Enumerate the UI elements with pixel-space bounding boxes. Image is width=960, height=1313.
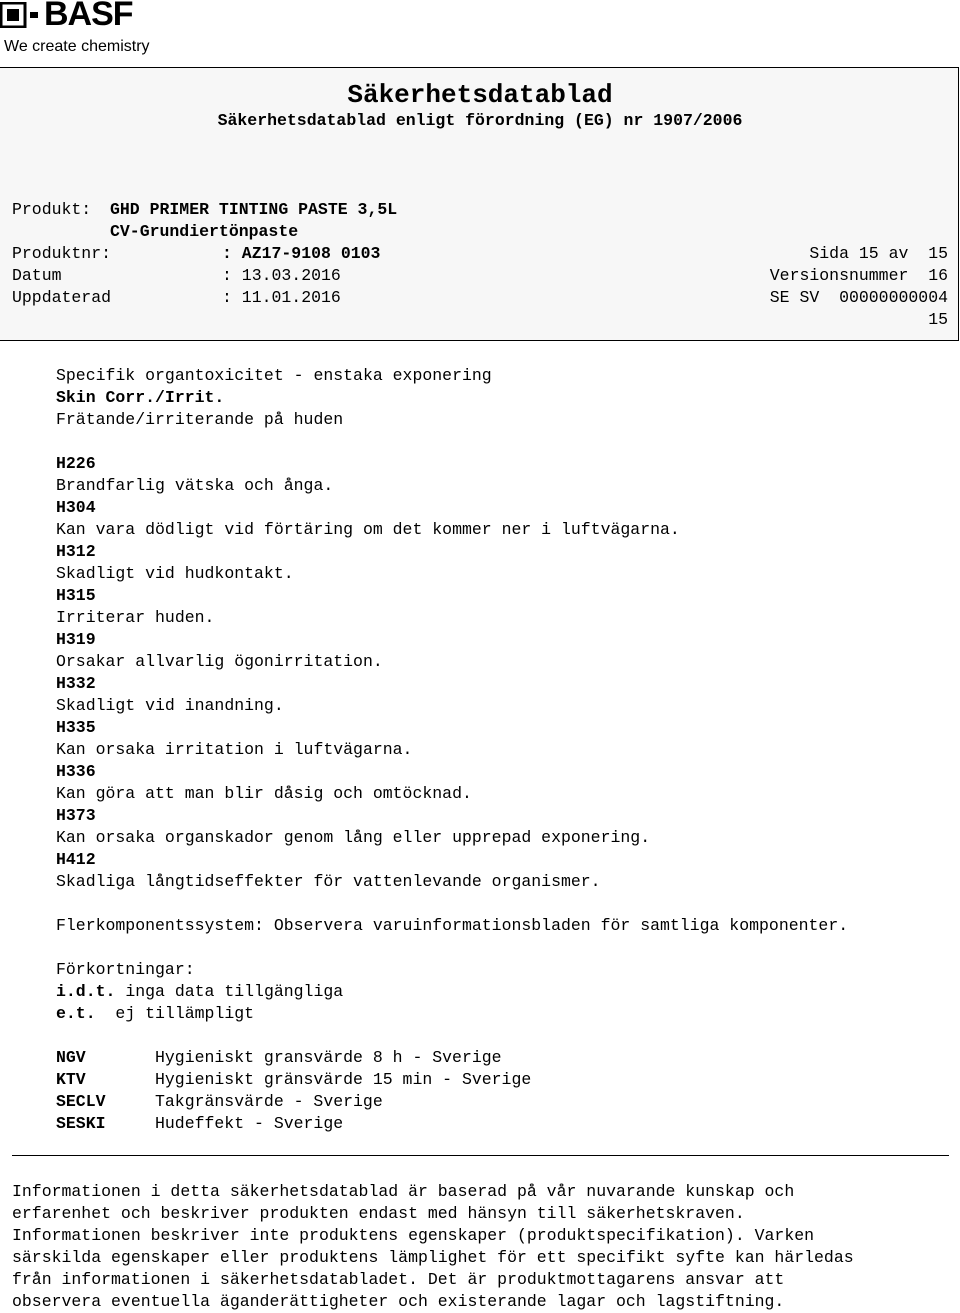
product-number-label: Produktnr: [12, 244, 112, 263]
hazard-code: H315 [56, 586, 96, 605]
basf-logo-mark-icon [0, 2, 40, 28]
abbreviation-row [56, 981, 343, 1003]
abbreviation-value: Takgränsvärde - Sverige [155, 1092, 383, 1111]
disclaimer-line: observera eventuella äganderättigheter och existerande lagar och lagstiftning. [12, 1292, 785, 1311]
abbreviation-value: ej tillämpligt [115, 1004, 255, 1023]
updated-label: Uppdaterad [12, 288, 112, 307]
disclaimer-line: Informationen beskriver inte produktens egenskaper (produktspecifikation). Varken [12, 1226, 815, 1245]
disclaimer-line: från informationen i säkerhetsdatabladet. Det är produktmottagarens ansvar att [12, 1270, 785, 1289]
hazard-code: H226 [56, 454, 96, 473]
hazard-code: H312 [56, 542, 96, 561]
hazard-text: Kan göra att man blir dåsig och omtöcknad. [56, 784, 472, 803]
hazard-text: Orsakar allvarlig ögonirritation. [56, 652, 383, 671]
abbreviation-key: i.d.t. [56, 982, 116, 1001]
disclaimer-text [12, 1181, 957, 1313]
document-title: Säkerhetsdatablad [347, 80, 613, 110]
disclaimer-line: särskilda egenskaper eller produktens lämplighet för ett specifikt syfte kan härledas [12, 1248, 854, 1267]
footer-divider [12, 1155, 949, 1156]
hazard-text: Skadligt vid hudkontakt. [56, 564, 294, 583]
skin-corr-description: Frätande/irriterande på huden [56, 410, 344, 429]
document-subtitle: Säkerhetsdatablad enligt förordning (EG) nr 1907/2006 [217, 111, 743, 130]
abbreviation-value: inga data tillgängliga [125, 982, 344, 1001]
abbreviation-key: KTV [56, 1070, 86, 1089]
hazard-code: H332 [56, 674, 96, 693]
hazard-code: H412 [56, 850, 96, 869]
brand-tagline: We create chemistry [4, 38, 150, 55]
skin-corr-code: Skin Corr./Irrit. [56, 388, 225, 407]
region-code: SE SV 00000000004 [769, 288, 948, 307]
hazard-text: Kan orsaka irritation i luftvägarna. [56, 740, 413, 759]
product-label: Produkt: [12, 200, 92, 219]
multi-component-note: Flerkomponentssystem: Observera varuinformationsbladen för samtliga komponenter. [56, 916, 849, 935]
version-number: Versionsnummer 16 [769, 266, 948, 285]
abbreviations-title: Förkortningar: [56, 960, 195, 979]
hazard-code: H336 [56, 762, 96, 781]
abbreviation-key: NGV [56, 1048, 86, 1067]
hazard-code: H319 [56, 630, 96, 649]
stot-title: Specifik organtoxicitet - enstaka exponering [56, 366, 492, 385]
product-number-value: : AZ17-9108 0103 [222, 244, 381, 263]
region-code-suffix: 15 [928, 310, 948, 329]
hazard-code: H304 [56, 498, 96, 517]
abbreviation-key: SECLV [56, 1092, 106, 1111]
abbreviation-value: Hygieniskt gränsvärde 15 min - Sverige [155, 1070, 532, 1089]
abbreviation-value: Hygieniskt gransvärde 8 h - Sverige [155, 1048, 502, 1067]
product-name: GHD PRIMER TINTING PASTE 3,5L [110, 200, 398, 219]
abbreviation-value: Hudeffekt - Sverige [155, 1114, 344, 1133]
product-name-secondary: CV-Grundiertönpaste [110, 222, 299, 241]
updated-value: : 11.01.2016 [222, 288, 341, 307]
date-label: Datum [12, 266, 62, 285]
hazard-code: H373 [56, 806, 96, 825]
hazard-text: Kan vara dödligt vid förtäring om det kommer ner i luftvägarna. [56, 520, 680, 539]
date-value: : 13.03.2016 [222, 266, 341, 285]
hazard-text: Kan orsaka organskador genom lång eller upprepad exponering. [56, 828, 651, 847]
hazard-text: Brandfarlig vätska och ånga. [56, 476, 334, 495]
hazard-text: Skadligt vid inandning. [56, 696, 284, 715]
hazard-text: Irriterar huden. [56, 608, 215, 627]
abbreviation-key: e.t. [56, 1004, 96, 1023]
hazard-code: H335 [56, 718, 96, 737]
disclaimer-line: erfarenhet och beskriver produkten endast med hänsyn till säkerhetskraven. [12, 1204, 745, 1223]
brand-name: BASF [44, 0, 133, 33]
disclaimer-line: Informationen i detta säkerhetsdatablad är baserad på vår nuvarande kunskap och [12, 1182, 795, 1201]
abbreviation-row [56, 1003, 254, 1025]
hazard-text: Skadliga långtidseffekter för vattenlevande organismer. [56, 872, 601, 891]
basf-logo [0, 0, 170, 60]
abbreviation-key: SESKI [56, 1114, 106, 1133]
page-indicator: Sida 15 av 15 [809, 244, 948, 263]
